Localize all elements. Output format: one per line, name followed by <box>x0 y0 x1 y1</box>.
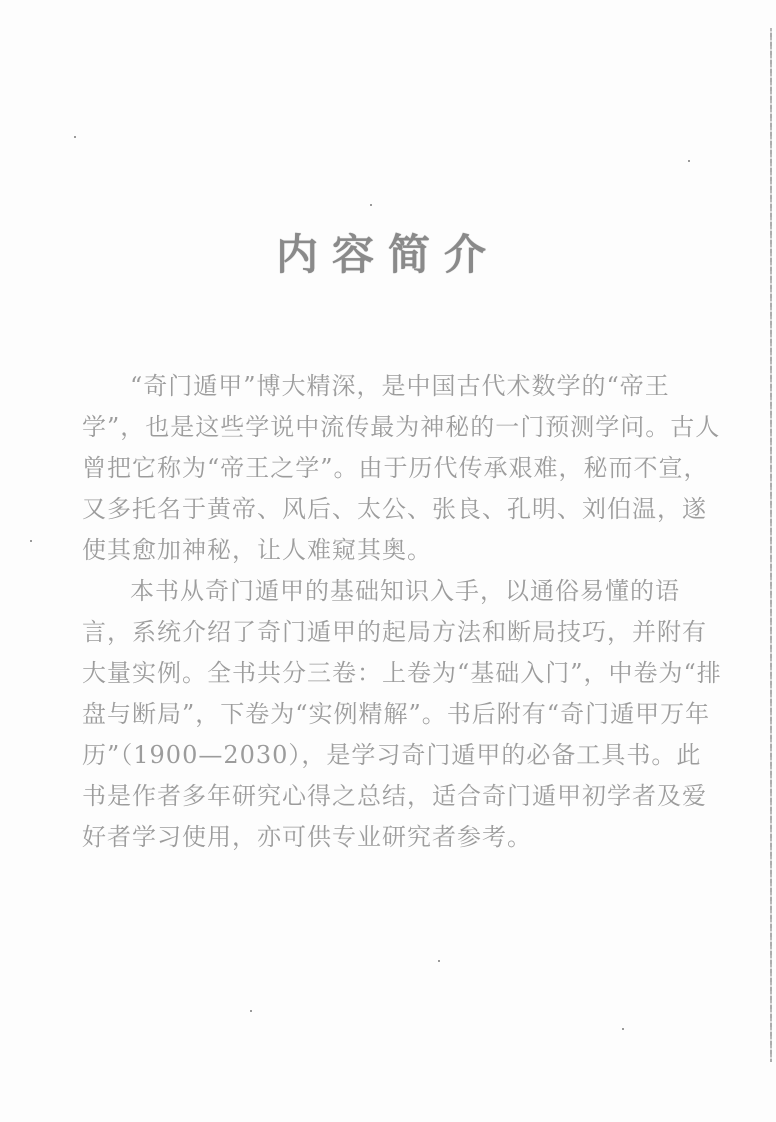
paragraph: “奇门遁甲”博大精深，是中国古代术数学的“帝王学”，也是这些学说中流传最为神秘的一门预测学问。古人曾把它称为“帝王之学”。由于历代传承艰难，秘而不宣，又多托名于黄帝、风后、太公、张良、孔明、刘伯温，遂使其愈加神秘，让人难窥其奥。 <box>82 372 721 564</box>
scan-speck <box>688 160 690 162</box>
scan-speck <box>438 960 440 962</box>
paragraph: 本书从奇门遁甲的基础知识入手，以通俗易懂的语言，系统介绍了奇门遁甲的起局方法和断局技巧，并附有大量实例。全书共分三卷：上卷为“基础入门”，中卷为“排盘与断局”，下卷为“实例精解”。书后附有“奇门遁甲万年历”（1900—2030），是学习奇门遁甲的必备工具书。此书是作者多年研究心得之总结，适合奇门遁甲初学者及爱好者学习使用，亦可供专业研究者参考。 <box>82 577 722 851</box>
scan-edge <box>770 28 772 1062</box>
scan-speck <box>74 136 76 138</box>
scan-speck <box>370 204 372 206</box>
scan-speck <box>250 1010 252 1012</box>
scan-speck <box>30 540 32 542</box>
page-title: 内容简介 <box>275 230 500 279</box>
body-text <box>82 366 726 858</box>
scan-speck <box>622 1028 624 1030</box>
